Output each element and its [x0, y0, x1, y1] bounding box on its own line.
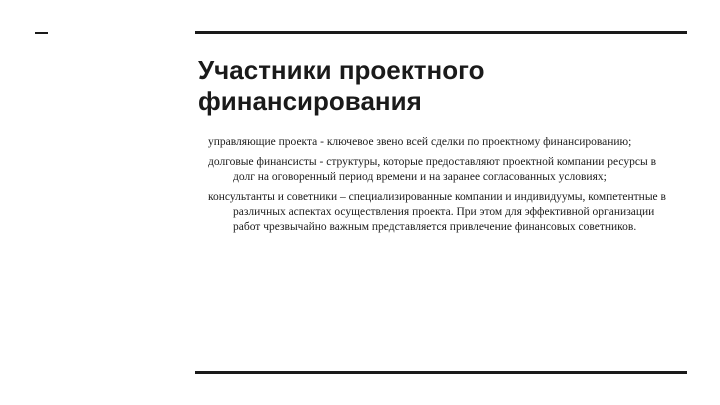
top-divider-line [195, 31, 687, 34]
list-item-consultants: консультанты и советники – специализированные компании и индивидуумы, компетентные в различных аспектах осуществления проекта. При этом для эффективной организации работ чрезвычайно важным представляется привлечение финансовых советников. [208, 191, 666, 233]
corner-dash-decoration [35, 32, 48, 34]
list-item-managers: управляющие проекта - ключевое звено всей сделки по проектному финансированию; [208, 136, 632, 148]
bullet-list [208, 135, 676, 240]
list-item-debt-financiers: долговые финансисты - структуры, которые предоставляют проектной компании ресурсы в долг на оговоренный период времени и на заранее согласованных условиях; [208, 156, 657, 183]
slide-title: Участники проектного финансирования [198, 55, 485, 116]
bottom-divider-line [195, 371, 687, 374]
